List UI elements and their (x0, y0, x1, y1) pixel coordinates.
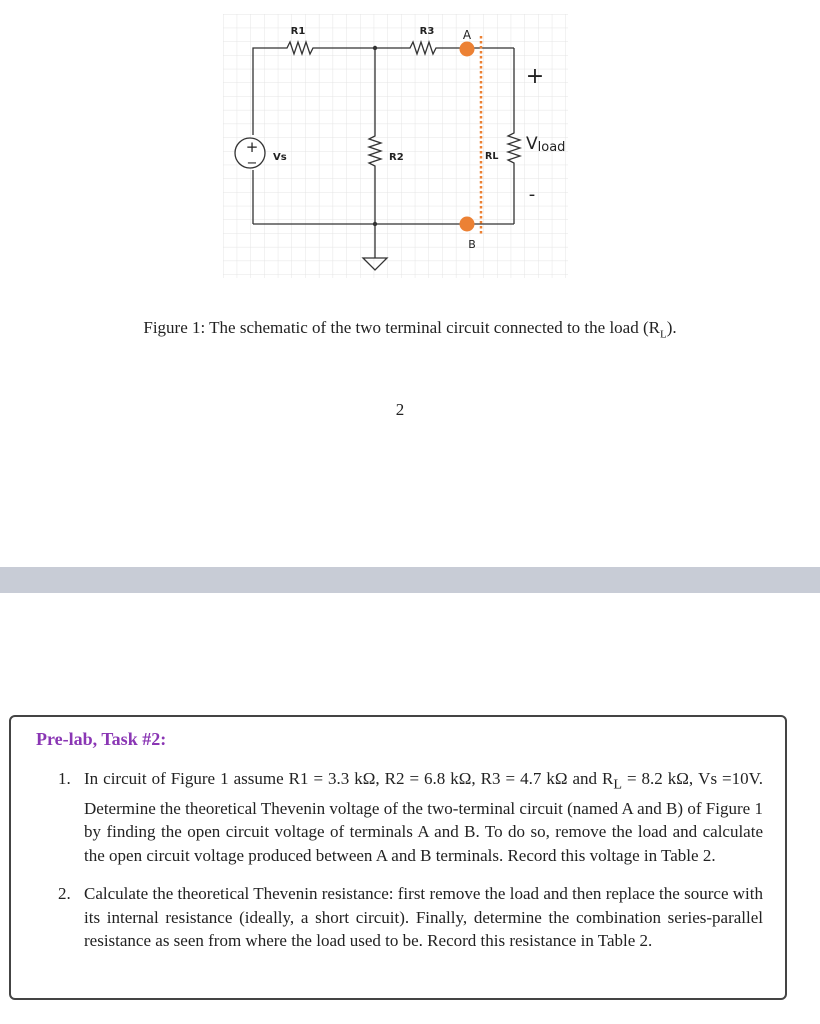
figure-caption: Figure 1: The schematic of the two terminal circuit connected to the load $(R_L)$. (143, 318, 677, 341)
terminal-b-label: B (468, 238, 476, 251)
task-item-number: 1. (58, 769, 71, 788)
circuit-schematic (222, 10, 572, 282)
prelab-task-box (9, 715, 787, 1000)
r3-label: R3 (419, 26, 435, 37)
task-item-number: 2. (58, 884, 71, 904)
rl-label: RL (485, 151, 499, 162)
terminal-a-dot (460, 42, 475, 57)
r1-label: R1 (290, 26, 306, 37)
schematic-grid (223, 14, 568, 278)
junction-dot (373, 222, 377, 226)
task-list (36, 767, 763, 953)
task-item-subscript: L (613, 776, 622, 793)
plus-sign: + (525, 64, 545, 89)
page-number: 2 (395, 400, 405, 419)
terminal-a-label: A (462, 28, 472, 42)
junction-dot (373, 46, 377, 50)
task-item-text-continued: = 8.2 kΩ, Vs =10V. Determine the theoretical Thevenin voltage of the two-terminal circuit (named A and B) of Figure 1 by finding the open circuit voltage of terminals A and B. To do so, remove the load and calculate the open circuit voltage produced between A and B terminals. Record this voltage in Table 2. (84, 769, 763, 865)
source-minus-label: − (246, 156, 258, 171)
task-item-2 (36, 882, 763, 953)
task-item-text: In circuit of Figure 1 assume R1 = 3.3 kΩ, R2 = 6.8 kΩ, R3 = 4.7 kΩ and R (84, 769, 614, 788)
minus-sign: - (528, 184, 536, 205)
r2-label: R2 (389, 152, 404, 163)
terminal-b-dot (460, 217, 475, 232)
task-title: Pre-lab, Task #2: (36, 729, 167, 749)
task-item-1 (36, 767, 763, 867)
task-item-text: Calculate the theoretical Thevenin resistance: first remove the load and then replace the source with its internal resistance (ideally, a short circuit). Finally, determine the combination series-parallel resistance as seen from where the load used to be. Record this resistance in Table 2. (84, 884, 763, 951)
page-divider (0, 567, 820, 593)
source-plus-label: + (245, 138, 259, 156)
vs-label: Vs (273, 152, 287, 163)
vload-label: Vload (526, 134, 566, 155)
